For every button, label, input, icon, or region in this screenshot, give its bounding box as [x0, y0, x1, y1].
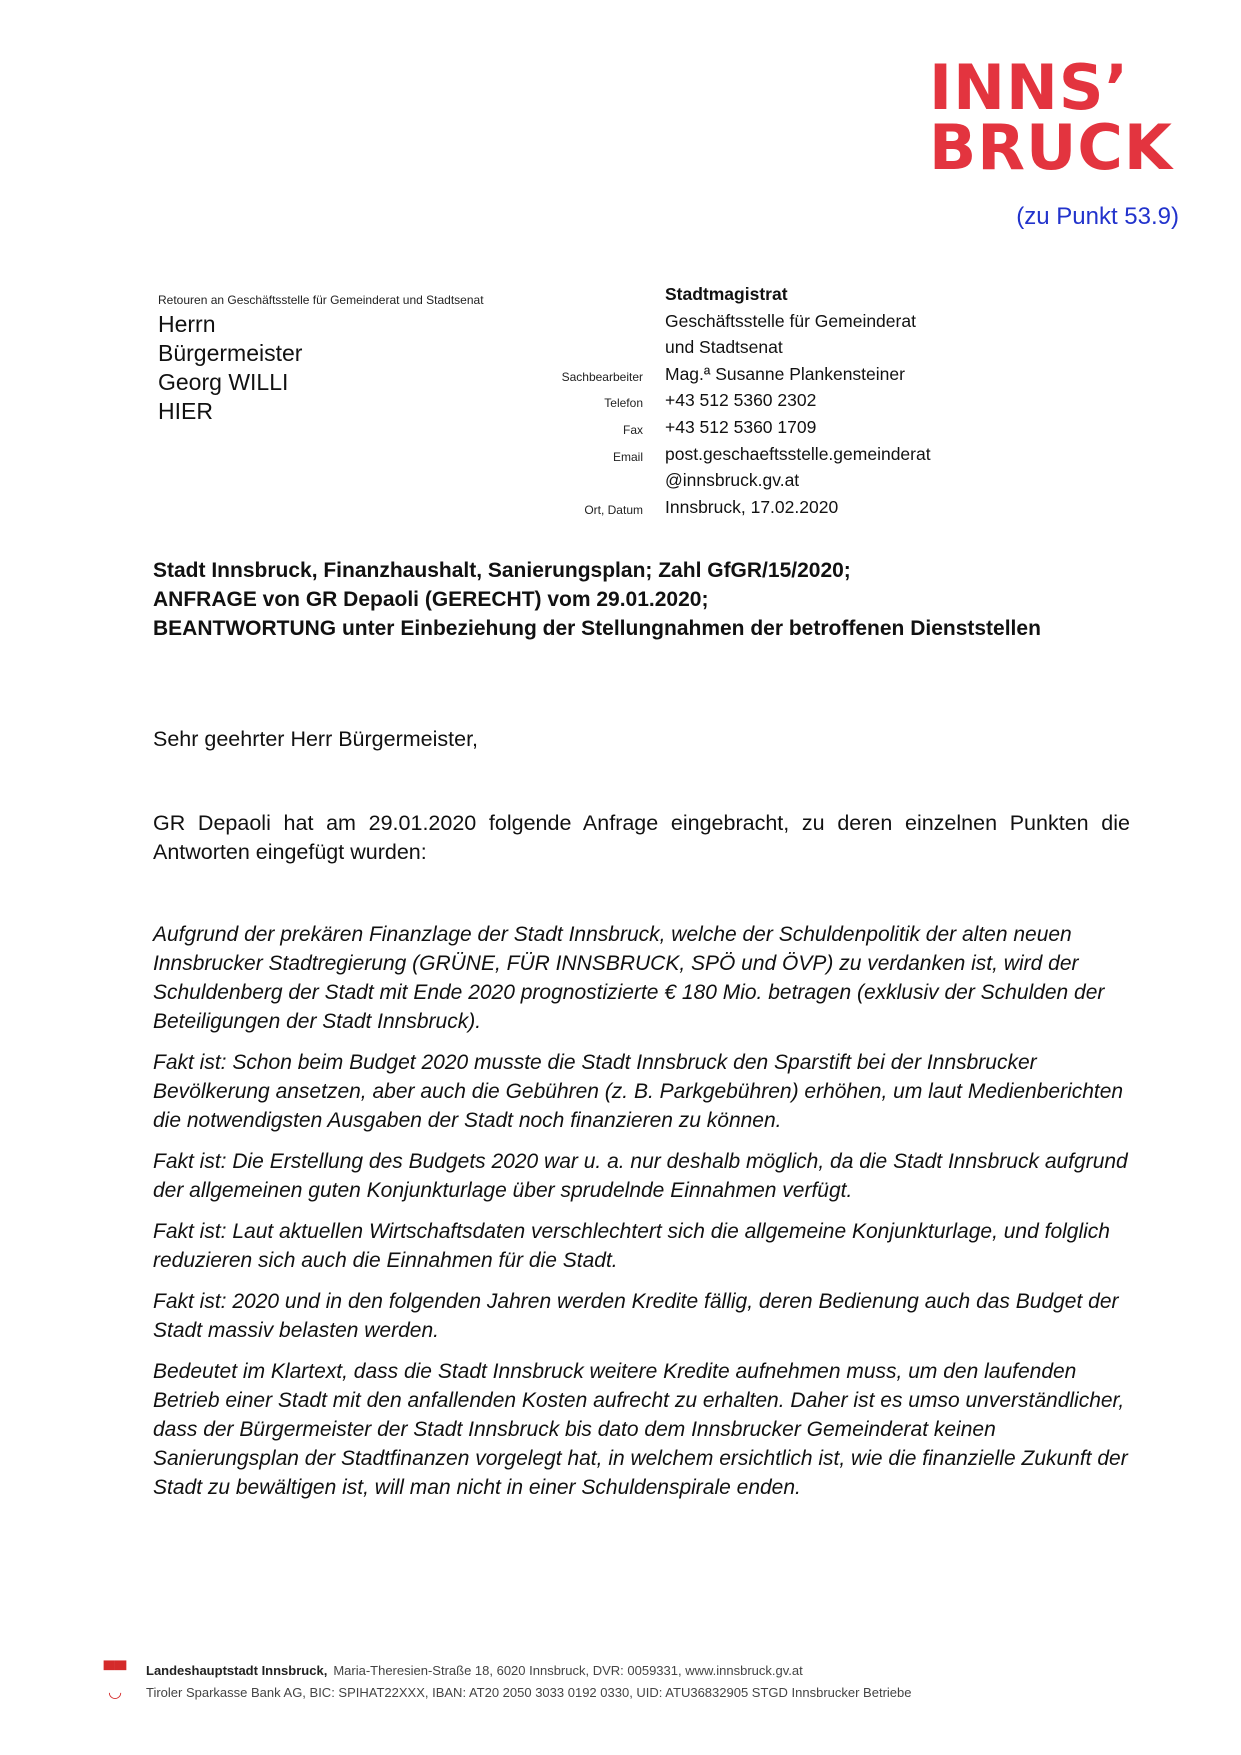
footer-org: Landeshauptstadt Innsbruck, [146, 1663, 328, 1678]
subject-line: BEANTWORTUNG unter Einbeziehung der Stellungnahmen der betroffenen Dienststellen [153, 617, 1041, 640]
clerk-label: Sachbearbeiter [561, 369, 643, 384]
quote-paragraph: Fakt ist: Die Erstellung des Budgets 2020 war u. a. nur deshalb möglich, da die Stadt Innsbruck aufgrund der allgemeinen guten Konjunkturlage über sprudelnde Einnahmen verfügt. [153, 1150, 1128, 1202]
subject-line: Stadt Innsbruck, Finanzhaushalt, Sanierungsplan; Zahl GfGR/15/2020; [153, 559, 851, 582]
clerk-name: Mag.ª Susanne Plankensteiner [665, 363, 905, 384]
footer-bank: Tiroler Sparkasse Bank AG, BIC: SPIHAT22XXX, IBAN: AT20 2050 3033 0192 0330, UID: ATU36832905 STGD Innsbrucker Betriebe [146, 1685, 912, 1700]
recipient-address [158, 310, 302, 426]
quote-paragraph: Fakt ist: Laut aktuellen Wirtschaftsdaten verschlechtert sich die allgemeine Konjunkturlage, und folglich reduzieren sich auch die Einnahmen für die Stadt. [153, 1220, 1110, 1272]
letterhead-footer [100, 1660, 911, 1704]
logo-line-1: INNS’ [929, 51, 1130, 124]
subject-block [153, 556, 1041, 643]
place-date: Innsbruck, 17.02.2020 [665, 496, 839, 517]
logo-line-2: BRUCK [929, 111, 1173, 184]
innsbruck-logo [929, 51, 1189, 184]
subject-line: ANFRAGE von GR Depaoli (GERECHT) vom 29.01.2020; [153, 588, 709, 611]
sender-dept: Geschäftsstelle für Gemeinderat [665, 310, 916, 331]
quote-paragraph: Fakt ist: 2020 und in den folgenden Jahren werden Kredite fällig, deren Bedienung auch das Budget der Stadt massiv belasten werden. [153, 1290, 1119, 1342]
recipient-line: Bürgermeister [158, 340, 303, 366]
sender-dept: und Stadtsenat [665, 337, 783, 358]
footer-address: Maria-Theresien-Straße 18, 6020 Innsbruck, DVR: 0059331, www.innsbruck.gv.at [333, 1663, 803, 1678]
city-emblem-icon: ◡ [108, 1684, 122, 1701]
phone-label: Telefon [604, 396, 643, 411]
date-label: Ort, Datum [584, 502, 643, 517]
quote-paragraph: Bedeutet im Klartext, dass die Stadt Innsbruck weitere Kredite aufnehmen muss, um den laufenden Betrieb einer Stadt mit den anfallenden Kosten aufrecht zu erhalten. Daher ist es umso unverständlicher, dass der Bürgermeister der Stadt Innsbruck bis dato dem Innsbrucker Gemeinderat keinen Sanierungsplan der Stadtfinanzen vorgelegt hat, in welchem ersichtlich ist, wie die finanzielle Zukunft der Stadt zu bewältigen ist, will man nicht in einer Schuldenspirale enden. [153, 1360, 1128, 1499]
fax-label: Fax [622, 422, 643, 437]
recipient-line: HIER [158, 398, 213, 424]
recipient-line: Herrn [158, 311, 216, 337]
quote-paragraph: Aufgrund der prekären Finanzlage der Stadt Innsbruck, welche der Schuldenpolitik der alten neuen Innsbrucker Stadtregierung (GRÜNE, FÜR INNSBRUCK, SPÖ und ÖVP) zu verdanken ist, wird der Schuldenberg der Stadt mit Ende 2020 prognostizierte € 180 Mio. betragen (exklusiv der Schulden der Beteiligungen der Stadt Innsbruck). [153, 923, 1105, 1033]
city-emblem-icon: ▀▀ [103, 1662, 127, 1679]
salutation: Sehr geehrter Herr Bürgermeister, [153, 727, 479, 751]
sender-org: Stadtmagistrat [665, 284, 788, 304]
recipient-line: Georg WILLI [158, 369, 289, 395]
intro-paragraph: GR Depaoli hat am 29.01.2020 folgende Anfrage eingebracht, zu deren einzelnen Punkten die Antworten eingefügt wurden: [153, 811, 1130, 864]
phone-number: +43 512 5360 2302 [665, 390, 817, 411]
email-address: post.geschaeftsstelle.gemeinderat [665, 443, 931, 464]
fax-number: +43 512 5360 1709 [665, 416, 817, 437]
agenda-reference: (zu Punkt 53.9) [1016, 203, 1179, 230]
inquiry-quote [153, 920, 1135, 1514]
email-domain: @innsbruck.gv.at [665, 470, 800, 491]
sender-info-block [520, 284, 931, 523]
quote-paragraph: Fakt ist: Schon beim Budget 2020 musste die Stadt Innsbruck den Sparstift bei der Innsbrucker Bevölkerung ansetzen, aber auch die Gebühren (z. B. Parkgebühren) erhöhen, um laut Medienberichten die notwendigsten Ausgaben der Stadt noch finanzieren zu können. [153, 1051, 1124, 1132]
return-address-note: Retouren an Geschäftsstelle für Gemeinderat und Stadtsenat [158, 293, 484, 307]
email-label: Email [612, 449, 643, 464]
